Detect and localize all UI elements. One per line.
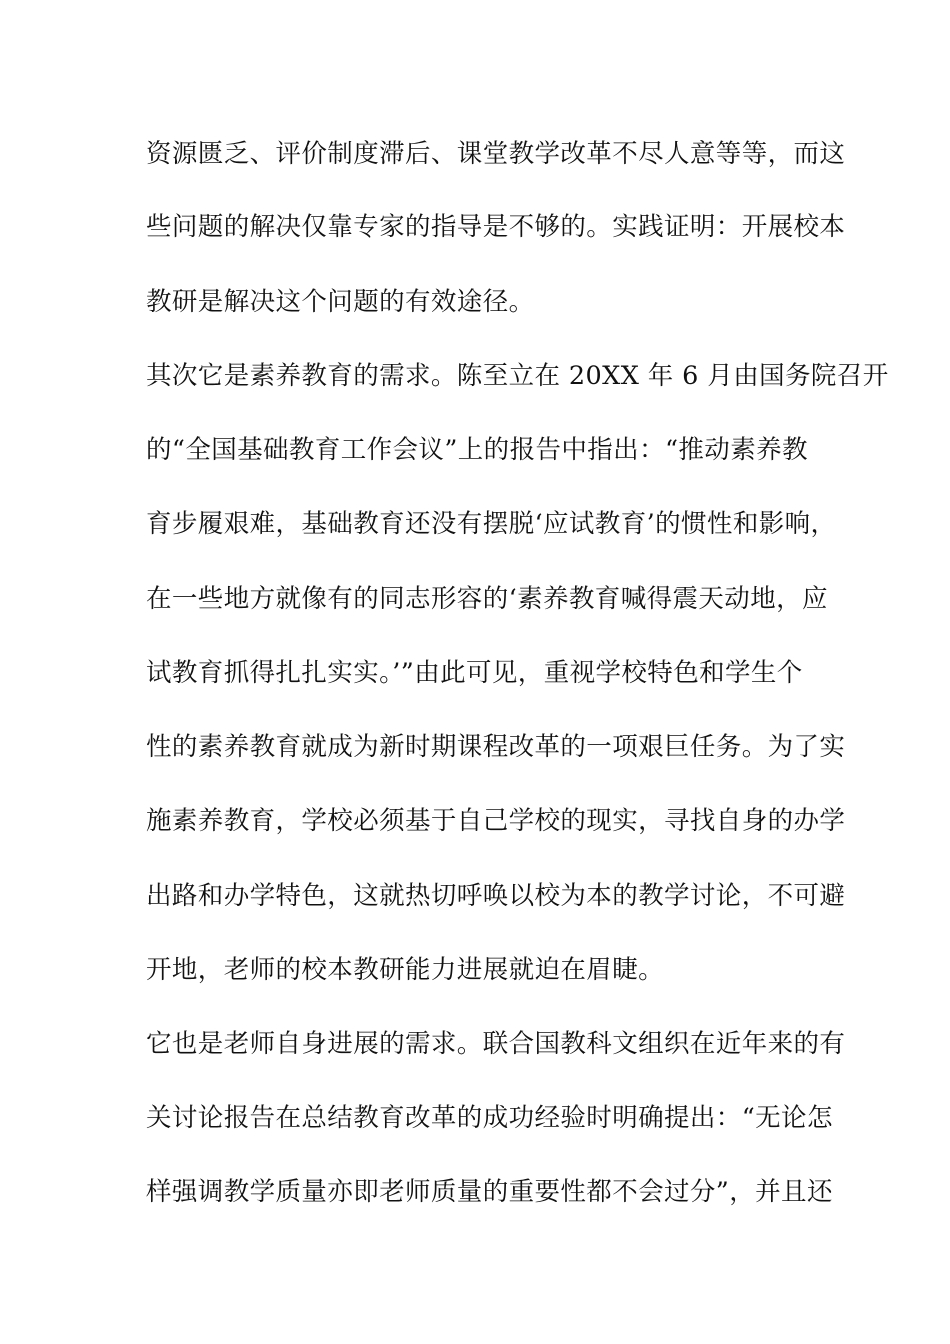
text-line: 在一些地方就像有的同志形容的‘素养教育喊得震天动地，应 xyxy=(146,584,828,614)
text-line: 资源匮乏、评价制度滞后、课堂教学改革不尽人意等等，而这 xyxy=(146,139,846,169)
text-line: 其次它是素养教育的需求。陈至立在 20XX 年 6 月由国务院召开 xyxy=(146,361,889,391)
text-line: 教研是解决这个问题的有效途径。 xyxy=(146,287,535,317)
text-line: 开地，老师的校本教研能力进展就迫在眉睫。 xyxy=(146,955,665,985)
text-line: 试教育抓得扎扎实实。’”由此可见，重视学校特色和学生个 xyxy=(146,658,803,688)
text-line: 性的素养教育就成为新时期课程改革的一项艰巨任务。为了实 xyxy=(146,732,846,762)
text-line: 关讨论报告在总结教育改革的成功经验时明确提出：“无论怎 xyxy=(146,1103,833,1133)
text-line: 出路和办学特色，这就热切呼唤以校为本的教学讨论，不可避 xyxy=(146,881,846,911)
text-line: 的“全国基础教育工作会议”上的报告中指出：“推动素养教 xyxy=(146,435,808,465)
text-line: 施素养教育，学校必须基于自己学校的现实，寻找自身的办学 xyxy=(146,806,846,836)
text-line: 育步履艰难，基础教育还没有摆脱‘应试教育’的惯性和影响， xyxy=(146,509,837,539)
text-line: 些问题的解决仅靠专家的指导是不够的。实践证明：开展校本 xyxy=(146,212,846,242)
text-line: 样强调教学质量亦即老师质量的重要性都不会过分”，并且还 xyxy=(146,1177,833,1207)
text-line: 它也是老师自身进展的需求。联合国教科文组织在近年来的有 xyxy=(146,1029,846,1059)
